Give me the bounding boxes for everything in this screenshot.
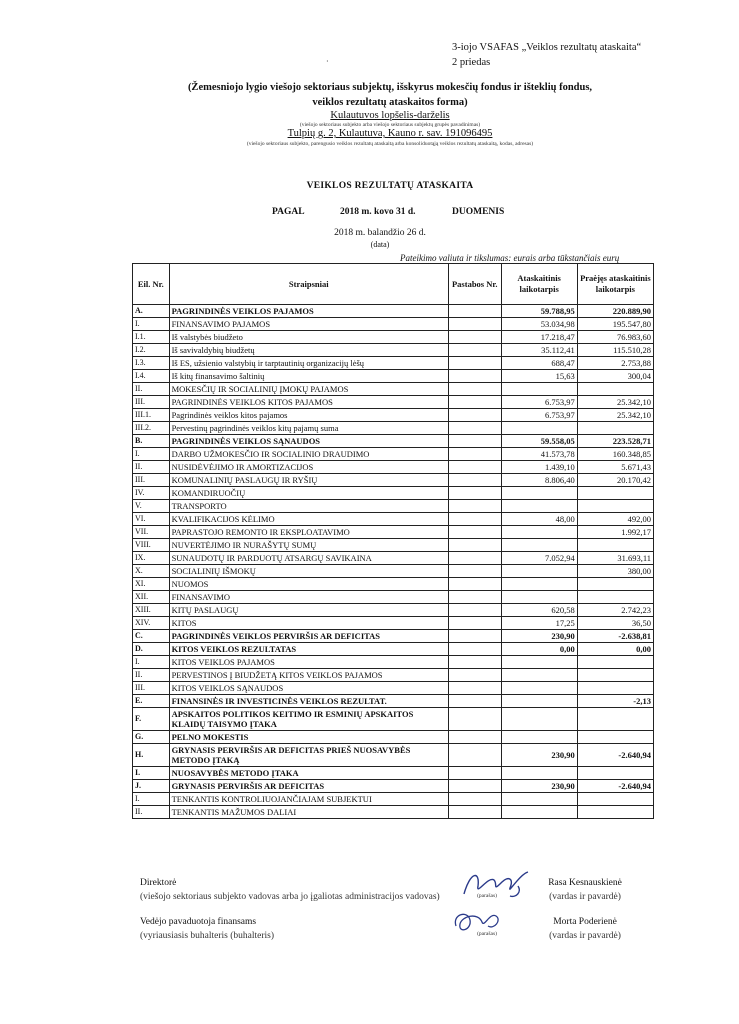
row-notes [448, 318, 501, 331]
scan-speck: · [326, 57, 329, 66]
annex-line-1: 3-iojo VSAFAS „Veiklos rezultatų ataskaita“ [452, 42, 642, 53]
row-current-value: 48,00 [501, 513, 577, 526]
row-notes [448, 617, 501, 630]
row-notes [448, 422, 501, 435]
table-row [133, 604, 654, 617]
row-item-name: SOCIALINIŲ IŠMOKŲ [169, 565, 448, 578]
row-previous-value [577, 669, 653, 682]
row-previous-value [577, 578, 653, 591]
accountant-name: Morta Poderienė [553, 917, 617, 927]
row-previous-value: 20.170,42 [577, 474, 653, 487]
table-row [133, 331, 654, 344]
table-row [133, 565, 654, 578]
annex-reference [452, 40, 641, 70]
row-number: X. [133, 565, 170, 578]
table-row [133, 578, 654, 591]
row-notes [448, 604, 501, 617]
row-number: I. [133, 767, 170, 780]
row-current-value: 15,63 [501, 370, 577, 383]
row-notes [448, 357, 501, 370]
row-previous-value [577, 500, 653, 513]
director-title: Direktorė [140, 878, 177, 888]
row-previous-value: 195.547,80 [577, 318, 653, 331]
row-number: B. [133, 435, 170, 448]
table-row [133, 409, 654, 422]
row-notes [448, 500, 501, 513]
row-number: E. [133, 695, 170, 708]
row-item-name: FINANSINĖS IR INVESTICINĖS VEIKLOS REZULTAT. [169, 695, 448, 708]
row-current-value [501, 695, 577, 708]
report-pagal: PAGAL [272, 207, 305, 217]
row-current-value [501, 731, 577, 744]
table-row [133, 708, 654, 731]
row-previous-value [577, 806, 653, 819]
row-previous-value [577, 422, 653, 435]
row-number: I.2. [133, 344, 170, 357]
row-current-value [501, 669, 577, 682]
row-number: II. [133, 383, 170, 396]
table-row [133, 630, 654, 643]
row-item-name: DARBO UŽMOKESČIO IR SOCIALINIO DRAUDIMO [169, 448, 448, 461]
row-number: II. [133, 461, 170, 474]
row-item-name: KITOS VEIKLOS PAJAMOS [169, 656, 448, 669]
header-current-period: Ataskaitinis laikotarpis [501, 264, 577, 305]
row-number: XII. [133, 591, 170, 604]
row-item-name: TENKANTIS MAŽUMOS DALIAI [169, 806, 448, 819]
row-number: III. [133, 474, 170, 487]
row-current-value: 41.573,78 [501, 448, 577, 461]
row-item-name: KITOS VEIKLOS SĄNAUDOS [169, 682, 448, 695]
row-number: III.2. [133, 422, 170, 435]
row-current-value: 53.034,98 [501, 318, 577, 331]
row-number: V. [133, 500, 170, 513]
row-notes [448, 578, 501, 591]
row-number: I. [133, 656, 170, 669]
row-current-value [501, 806, 577, 819]
accountant-title: Vedėjo pavaduotoja finansams [140, 917, 257, 927]
row-previous-value [577, 708, 653, 731]
table-row [133, 474, 654, 487]
row-number: VIII. [133, 539, 170, 552]
header-nr: Eil. Nr. [133, 264, 170, 305]
row-item-name: PAGRINDINĖS VEIKLOS PAJAMOS [169, 305, 448, 318]
row-notes [448, 448, 501, 461]
row-notes [448, 539, 501, 552]
row-number: I.3. [133, 357, 170, 370]
row-previous-value: 160.348,85 [577, 448, 653, 461]
row-notes [448, 513, 501, 526]
table-row [133, 344, 654, 357]
row-current-value [501, 708, 577, 731]
row-number: A. [133, 305, 170, 318]
row-item-name: PAGRINDINĖS VEIKLOS KITOS PAJAMOS [169, 396, 448, 409]
row-notes [448, 526, 501, 539]
table-row [133, 526, 654, 539]
row-notes [448, 396, 501, 409]
row-notes [448, 331, 501, 344]
row-number: IV. [133, 487, 170, 500]
row-current-value: 17,25 [501, 617, 577, 630]
row-previous-value: 25.342,10 [577, 396, 653, 409]
row-number: XI. [133, 578, 170, 591]
row-previous-value [577, 656, 653, 669]
row-notes [448, 695, 501, 708]
row-previous-value: 220.889,90 [577, 305, 653, 318]
row-number: I. [133, 793, 170, 806]
row-number: H. [133, 744, 170, 767]
row-notes [448, 708, 501, 731]
row-previous-value: 492,00 [577, 513, 653, 526]
table-row [133, 669, 654, 682]
header-notes: Pastabos Nr. [448, 264, 501, 305]
report-date: 2018 m. balandžio 26 d. [334, 228, 426, 238]
row-number: G. [133, 731, 170, 744]
director-caption: (viešojo sektoriaus subjekto vadovas arba jo įgaliotas administracijos vadovas) [140, 892, 440, 902]
row-previous-value: 36,50 [577, 617, 653, 630]
row-number: IX. [133, 552, 170, 565]
annex-line-2: 2 priedas [452, 57, 491, 68]
table-row [133, 552, 654, 565]
row-previous-value [577, 793, 653, 806]
row-notes [448, 435, 501, 448]
row-notes [448, 383, 501, 396]
row-previous-value: 2.742,23 [577, 604, 653, 617]
row-item-name: KITOS [169, 617, 448, 630]
row-previous-value: -2.640,94 [577, 780, 653, 793]
row-current-value: 620,58 [501, 604, 577, 617]
form-title-line-1: (Žemesniojo lygio viešojo sektoriaus subjektų, išskyrus mokesčių fondus ir išteklių fondus, [187, 82, 593, 93]
table-row [133, 617, 654, 630]
row-number: I. [133, 318, 170, 331]
row-previous-value: 0,00 [577, 643, 653, 656]
table-row [133, 591, 654, 604]
row-item-name: KITOS VEIKLOS REZULTATAS [169, 643, 448, 656]
row-previous-value [577, 383, 653, 396]
row-current-value [501, 383, 577, 396]
row-current-value: 59.558,05 [501, 435, 577, 448]
currency-note: Pateikimo valiuta ir tikslumas: eurais arba tūkstančiais eurų [400, 253, 620, 263]
entity-caption: (viešojo sektoriaus subjekto arba viešojo sektoriaus subjektų grupės pavadinimas) [299, 122, 481, 128]
row-current-value [501, 526, 577, 539]
row-notes [448, 630, 501, 643]
row-item-name: TRANSPORTO [169, 500, 448, 513]
row-previous-value [577, 539, 653, 552]
report-title: VEIKLOS REZULTATŲ ATASKAITA [306, 181, 474, 191]
row-number: III. [133, 396, 170, 409]
table-row [133, 396, 654, 409]
table-row [133, 357, 654, 370]
report-duomenis: DUOMENIS [452, 207, 505, 217]
row-current-value [501, 565, 577, 578]
row-notes [448, 409, 501, 422]
row-number: VII. [133, 526, 170, 539]
row-number: C. [133, 630, 170, 643]
table-row [133, 370, 654, 383]
entity-name: Kulautuvos lopšelis-darželis [330, 110, 450, 121]
row-item-name: PERVESTINOS Į BIUDŽETĄ KITOS VEIKLOS PAJAMOS [169, 669, 448, 682]
row-item-name: PAGRINDINĖS VEIKLOS PERVIRŠIS AR DEFICITAS [169, 630, 448, 643]
row-previous-value: -2.638,81 [577, 630, 653, 643]
row-previous-value: 31.693,11 [577, 552, 653, 565]
table-row [133, 695, 654, 708]
row-item-name: APSKAITOS POLITIKOS KEITIMO IR ESMINIŲ APSKAITOS KLAIDŲ TAISYMO ĮTAKA [169, 708, 448, 731]
row-current-value: 17.218,47 [501, 331, 577, 344]
row-current-value [501, 539, 577, 552]
row-number: D. [133, 643, 170, 656]
row-notes [448, 682, 501, 695]
form-title-line-2: veiklos rezultatų ataskaitos forma) [312, 97, 468, 108]
row-notes [448, 591, 501, 604]
row-number: I. [133, 448, 170, 461]
header-items: Straipsniai [169, 264, 448, 305]
row-item-name: FINANSAVIMO PAJAMOS [169, 318, 448, 331]
row-notes [448, 370, 501, 383]
row-notes [448, 669, 501, 682]
row-number: III.1. [133, 409, 170, 422]
row-notes [448, 487, 501, 500]
row-notes [448, 552, 501, 565]
table-header-row [133, 264, 654, 305]
row-item-name: MOKESČIŲ IR SOCIALINIŲ ĮMOKŲ PAJAMOS [169, 383, 448, 396]
row-number: J. [133, 780, 170, 793]
table-row [133, 656, 654, 669]
row-previous-value: -2,13 [577, 695, 653, 708]
row-previous-value [577, 682, 653, 695]
row-previous-value [577, 767, 653, 780]
row-previous-value: 300,04 [577, 370, 653, 383]
row-current-value: 230,90 [501, 744, 577, 767]
row-current-value: 6.753,97 [501, 396, 577, 409]
row-number: II. [133, 806, 170, 819]
row-item-name: PELNO MOKESTIS [169, 731, 448, 744]
row-number: III. [133, 682, 170, 695]
row-item-name: KVALIFIKACIJOS KĖLIMO [169, 513, 448, 526]
table-row [133, 487, 654, 500]
row-previous-value: 115.510,28 [577, 344, 653, 357]
row-current-value [501, 591, 577, 604]
row-item-name: NUOMOS [169, 578, 448, 591]
table-row [133, 513, 654, 526]
row-item-name: Iš kitų finansavimo šaltinių [169, 370, 448, 383]
results-table [132, 263, 654, 819]
row-item-name: NUVERTĖJIMO IR NURAŠYTŲ SUMŲ [169, 539, 448, 552]
form-title [120, 80, 660, 110]
row-previous-value: -2.640,94 [577, 744, 653, 767]
table-row [133, 539, 654, 552]
row-number: XIV. [133, 617, 170, 630]
row-number: XIII. [133, 604, 170, 617]
row-notes [448, 793, 501, 806]
row-previous-value: 5.671,43 [577, 461, 653, 474]
table-row [133, 305, 654, 318]
row-item-name: FINANSAVIMO [169, 591, 448, 604]
row-current-value [501, 487, 577, 500]
table-row [133, 744, 654, 767]
table-row [133, 682, 654, 695]
row-current-value: 230,90 [501, 780, 577, 793]
row-current-value [501, 682, 577, 695]
row-previous-value [577, 487, 653, 500]
row-notes [448, 461, 501, 474]
row-notes [448, 780, 501, 793]
row-notes [448, 344, 501, 357]
row-number: F. [133, 708, 170, 731]
director-name: Rasa Kesnauskienė [548, 878, 622, 888]
row-previous-value [577, 731, 653, 744]
row-item-name: SUNAUDOTŲ IR PARDUOTŲ ATSARGŲ SAVIKAINA [169, 552, 448, 565]
address-caption: (viešojo sektoriaus subjekto, parengusio veiklos rezultatų ataskaitą arba konsoliduotąją veiklos rezultatų ataskaitą, kodas, adresas) [246, 141, 534, 147]
table-row [133, 461, 654, 474]
row-current-value: 0,00 [501, 643, 577, 656]
director-name-caption: (vardas ir pavardė) [549, 892, 621, 902]
table-row [133, 435, 654, 448]
accountant-signature-caption: (parašas) [477, 931, 497, 937]
row-current-value [501, 422, 577, 435]
row-item-name: GRYNASIS PERVIRŠIS AR DEFICITAS PRIEŠ NUOSAVYBĖS METODO ĮTAKĄ [169, 744, 448, 767]
row-item-name: Iš valstybės biudžeto [169, 331, 448, 344]
table-body [133, 305, 654, 819]
row-item-name: PAGRINDINĖS VEIKLOS SĄNAUDOS [169, 435, 448, 448]
row-current-value [501, 793, 577, 806]
report-as-of-date: 2018 m. kovo 31 d. [340, 207, 416, 217]
table-row [133, 500, 654, 513]
row-current-value: 230,90 [501, 630, 577, 643]
row-item-name: Pagrindinės veiklos kitos pajamos [169, 409, 448, 422]
row-notes [448, 305, 501, 318]
row-current-value: 1.439,10 [501, 461, 577, 474]
row-current-value: 8.806,40 [501, 474, 577, 487]
table-row [133, 731, 654, 744]
accountant-name-caption: (vardas ir pavardė) [549, 931, 621, 941]
row-notes [448, 565, 501, 578]
report-date-caption: (data) [370, 240, 390, 249]
table-row [133, 793, 654, 806]
table-row [133, 767, 654, 780]
header-previous-period: Praėjęs ataskaitinis laikotarpis [577, 264, 653, 305]
row-previous-value: 380,00 [577, 565, 653, 578]
row-item-name: TENKANTIS KONTROLIUOJANČIAJAM SUBJEKTUI [169, 793, 448, 806]
row-notes [448, 643, 501, 656]
table-row [133, 806, 654, 819]
row-previous-value: 25.342,10 [577, 409, 653, 422]
row-item-name: Iš ES, užsienio valstybių ir tarptautinių organizacijų lėšų [169, 357, 448, 370]
row-previous-value: 223.528,71 [577, 435, 653, 448]
row-current-value: 688,47 [501, 357, 577, 370]
table-row [133, 383, 654, 396]
row-previous-value [577, 591, 653, 604]
row-current-value [501, 656, 577, 669]
accountant-caption: (vyriausiasis buhalteris (buhalteris) [140, 931, 275, 941]
row-number: I.1. [133, 331, 170, 344]
row-notes [448, 474, 501, 487]
table-row [133, 318, 654, 331]
table-row [133, 780, 654, 793]
row-number: VI. [133, 513, 170, 526]
row-notes [448, 656, 501, 669]
row-item-name: KITŲ PASLAUGŲ [169, 604, 448, 617]
row-current-value [501, 767, 577, 780]
row-item-name: NUSIDĖVĖJIMO IR AMORTIZACIJOS [169, 461, 448, 474]
row-current-value [501, 500, 577, 513]
row-notes [448, 731, 501, 744]
row-current-value [501, 578, 577, 591]
row-item-name: Pervestinų pagrindinės veiklos kitų pajamų suma [169, 422, 448, 435]
row-previous-value: 76.983,60 [577, 331, 653, 344]
row-current-value: 7.052,94 [501, 552, 577, 565]
table-row [133, 422, 654, 435]
row-current-value: 59.788,95 [501, 305, 577, 318]
row-notes [448, 806, 501, 819]
entity-address: Tulpių g. 2, Kulautuva, Kauno r. sav. 191096495 [287, 128, 493, 139]
row-item-name: GRYNASIS PERVIRŠIS AR DEFICITAS [169, 780, 448, 793]
row-item-name: KOMANDIRUOČIŲ [169, 487, 448, 500]
row-previous-value: 2.753,88 [577, 357, 653, 370]
table-row [133, 643, 654, 656]
row-item-name: PAPRASTOJO REMONTO IR EKSPLOATAVIMO [169, 526, 448, 539]
row-item-name: Iš savivaldybių biudžetų [169, 344, 448, 357]
row-item-name: NUOSAVYBĖS METODO ĮTAKA [169, 767, 448, 780]
row-current-value: 6.753,97 [501, 409, 577, 422]
row-item-name: KOMUNALINIŲ PASLAUGŲ IR RYŠIŲ [169, 474, 448, 487]
row-previous-value: 1.992,17 [577, 526, 653, 539]
director-signature-caption: (parašas) [477, 893, 497, 899]
row-notes [448, 767, 501, 780]
row-notes [448, 744, 501, 767]
row-current-value: 35.112,41 [501, 344, 577, 357]
row-number: I.4. [133, 370, 170, 383]
table-row [133, 448, 654, 461]
row-number: II. [133, 669, 170, 682]
